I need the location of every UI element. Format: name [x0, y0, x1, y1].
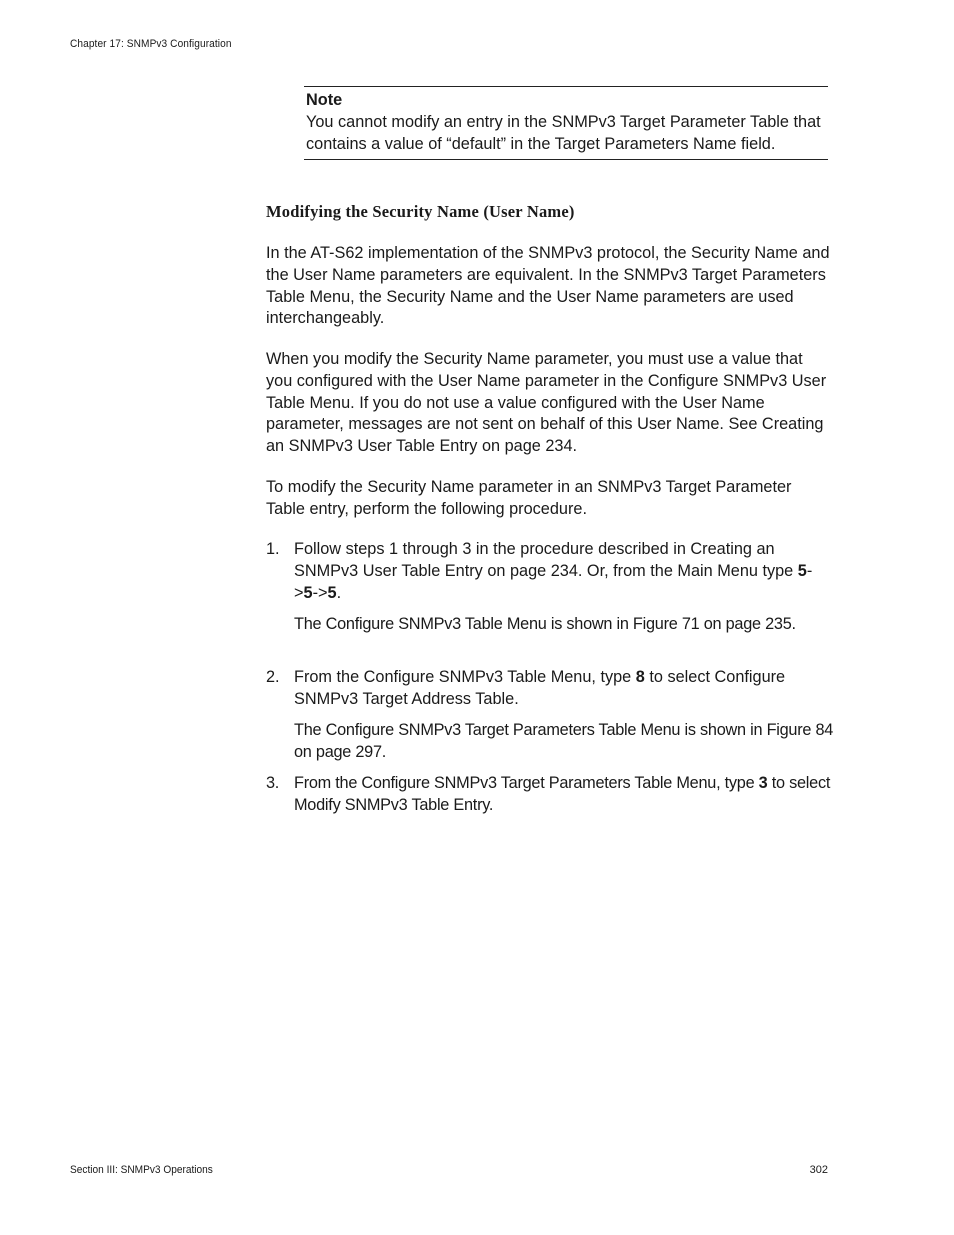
step-text: Follow steps 1 through 3 in the procedure described in Creating an SNMPv3 User Table Entry on page 234. Or, from the Main Menu type 5->5->5.	[294, 540, 813, 602]
section-heading: Modifying the Security Name (User Name)	[266, 202, 575, 221]
menu-key: 3	[758, 774, 768, 792]
running-header: Chapter 17: SNMPv3 Configuration	[70, 38, 232, 50]
paragraph-3: To modify the Security Name parameter in an SNMPv3 Target Parameter Table entry, perform the following procedure.	[266, 478, 792, 518]
paragraph-2: When you modify the Security Name parameter, you must use a value that you configured with the User Name parameter in the Configure SNMPv3 User Table Menu. If you do not use a value configured with the User Name parameter, messages are not sent on behalf of this User Name. See Creating an SNMPv3 User Table Entry on page 234.	[266, 350, 827, 456]
step-3	[266, 773, 831, 817]
menu-key: 5	[303, 583, 313, 602]
step-number: 2.	[266, 668, 280, 686]
step-2-result: The Configure SNMPv3 Target Parameters Table Menu is shown in Figure 84 on page 297.	[294, 721, 834, 761]
step-text: From the Configure SNMPv3 Table Menu, type 8 to select Configure SNMPv3 Target Address Table.	[294, 668, 786, 708]
step-number: 1.	[266, 540, 280, 558]
step-text: From the Configure SNMPv3 Target Parameters Table Menu, type 3 to select Modify SNMPv3 Table Entry.	[294, 774, 831, 814]
paragraph-1: In the AT-S62 implementation of the SNMPv3 protocol, the Security Name and the User Name parameters are equivalent. In the SNMPv3 Target Parameters Table Menu, the Security Name and the User Name parameters are used interchangeably.	[266, 244, 830, 328]
note-title: Note	[306, 91, 343, 109]
page-number: 302	[809, 1164, 828, 1176]
step-1	[266, 539, 831, 604]
step-number: 3.	[266, 774, 280, 792]
note-box	[304, 86, 828, 160]
menu-key: 5	[327, 583, 337, 602]
step-2	[266, 667, 831, 711]
note-text: You cannot modify an entry in the SNMPv3 Target Parameter Table that contains a value of “default” in the Target Parameters Name field.	[306, 113, 821, 153]
menu-key: 5	[797, 561, 807, 580]
menu-key: 8	[635, 668, 645, 686]
running-footer-section: Section III: SNMPv3 Operations	[70, 1164, 213, 1176]
step-1-result: The Configure SNMPv3 Table Menu is shown in Figure 71 on page 235.	[294, 615, 796, 633]
